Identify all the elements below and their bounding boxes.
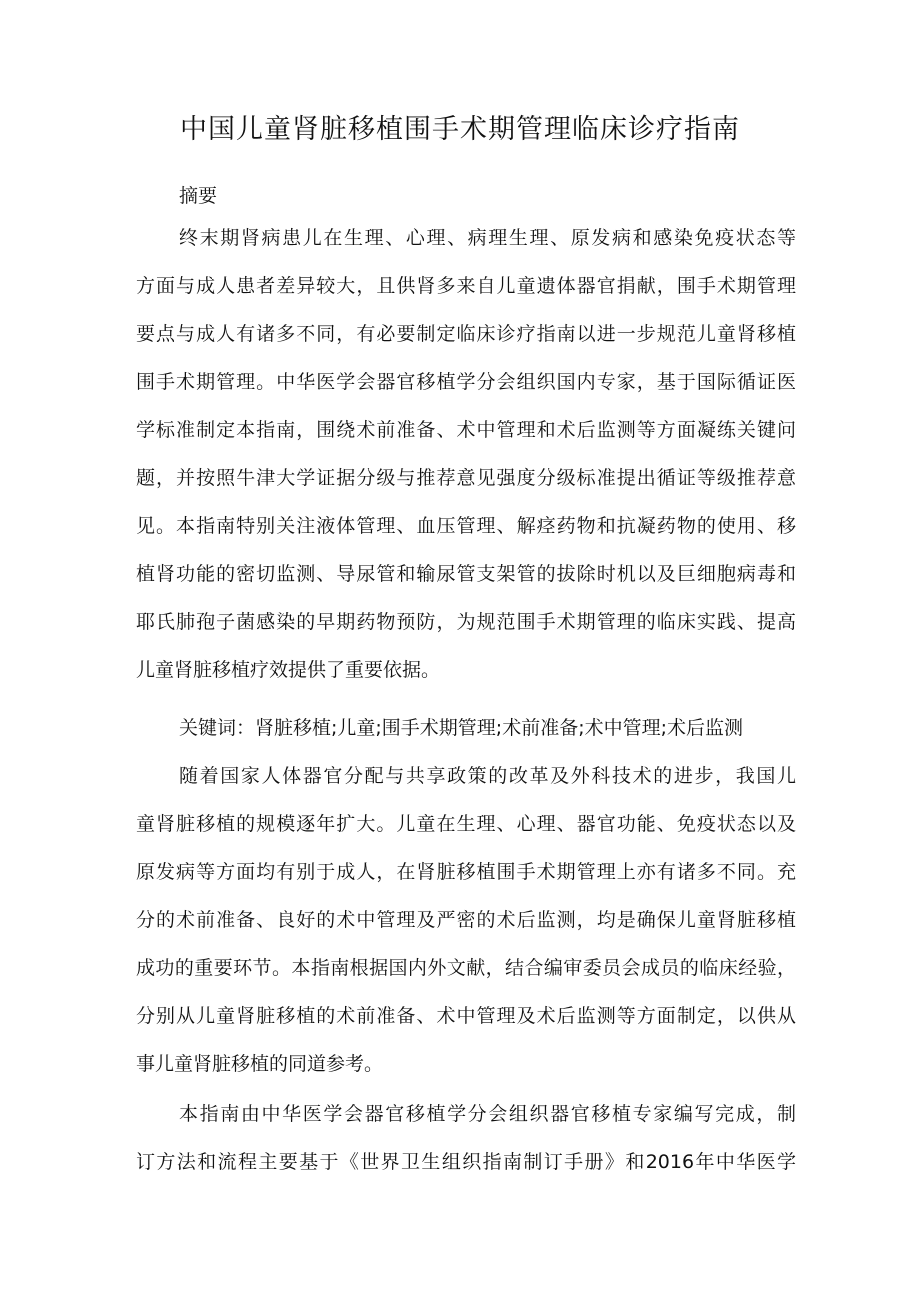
paragraph-line: 本指南由中华医学会器官移植学分会组织器官移植专家编写完成，制 [179,1103,796,1125]
paragraph-line: 儿童肾脏移植疗效提供了重要依据。 [136,659,441,681]
method-paragraph [136,1090,796,1186]
paragraph-line: 植肾功能的密切监测、导尿管和输尿管支架管的拔除时机以及巨细胞病毒和 [136,563,796,585]
paragraph-line: 围手术期管理。中华医学会器官移植学分会组织国内专家，基于国际循证医 [136,371,796,393]
abstract-paragraph [136,214,796,694]
paragraph-line: 分别从儿童肾脏移植的术前准备、术中管理及术后监测等方面制定，以供从 [136,1005,796,1027]
paragraph-line: 原发病等方面均有别于成人，在肾脏移植围手术期管理上亦有诸多不同。充 [136,861,796,883]
paragraph-line: 学标准制定本指南，围绕术前准备、术中管理和术后监测等方面凝练关键问 [136,419,796,441]
paragraph-line: 成功的重要环节。本指南根据国内外文献，结合编审委员会成员的临床经验， [136,957,796,979]
keywords-line: 关键词：肾脏移植;儿童;围手术期管理;术前准备;术中管理;术后监测 [179,717,744,739]
paragraph-line: 分的术前准备、良好的术中管理及严密的术后监测，均是确保儿童肾脏移植 [136,909,796,931]
paragraph-line: 终末期肾病患儿在生理、心理、病理生理、原发病和感染免疫状态等 [179,227,796,249]
paragraph-line: 订方法和流程主要基于《世界卫生组织指南制订手册》和2016年中华医学 [136,1151,796,1173]
paragraph-line: 题，并按照牛津大学证据分级与推荐意见强度分级标准提出循证等级推荐意 [136,467,796,489]
paragraph-line: 见。本指南特别关注液体管理、血压管理、解痉药物和抗凝药物的使用、移 [136,515,796,537]
abstract-heading: 摘要 [179,185,218,207]
paragraph-line: 方面与成人患者差异较大，且供肾多来自儿童遗体器官捐献，围手术期管理 [136,275,796,297]
paragraph-line: 童肾脏移植的规模逐年扩大。儿童在生理、心理、器官功能、免疫状态以及 [136,813,796,835]
document-title: 中国儿童肾脏移植围手术期管理临床诊疗指南 [180,114,740,145]
intro-paragraph [136,752,796,1088]
paragraph-line: 随着国家人体器官分配与共享政策的改革及外科技术的进步，我国儿 [179,765,796,787]
paragraph-line: 事儿童肾脏移植的同道参考。 [136,1053,384,1075]
paragraph-line: 要点与成人有诸多不同，有必要制定临床诊疗指南以进一步规范儿童肾移植 [136,323,796,345]
paragraph-line: 耶氏肺孢子菌感染的早期药物预防，为规范围手术期管理的临床实践、提高 [136,611,796,633]
